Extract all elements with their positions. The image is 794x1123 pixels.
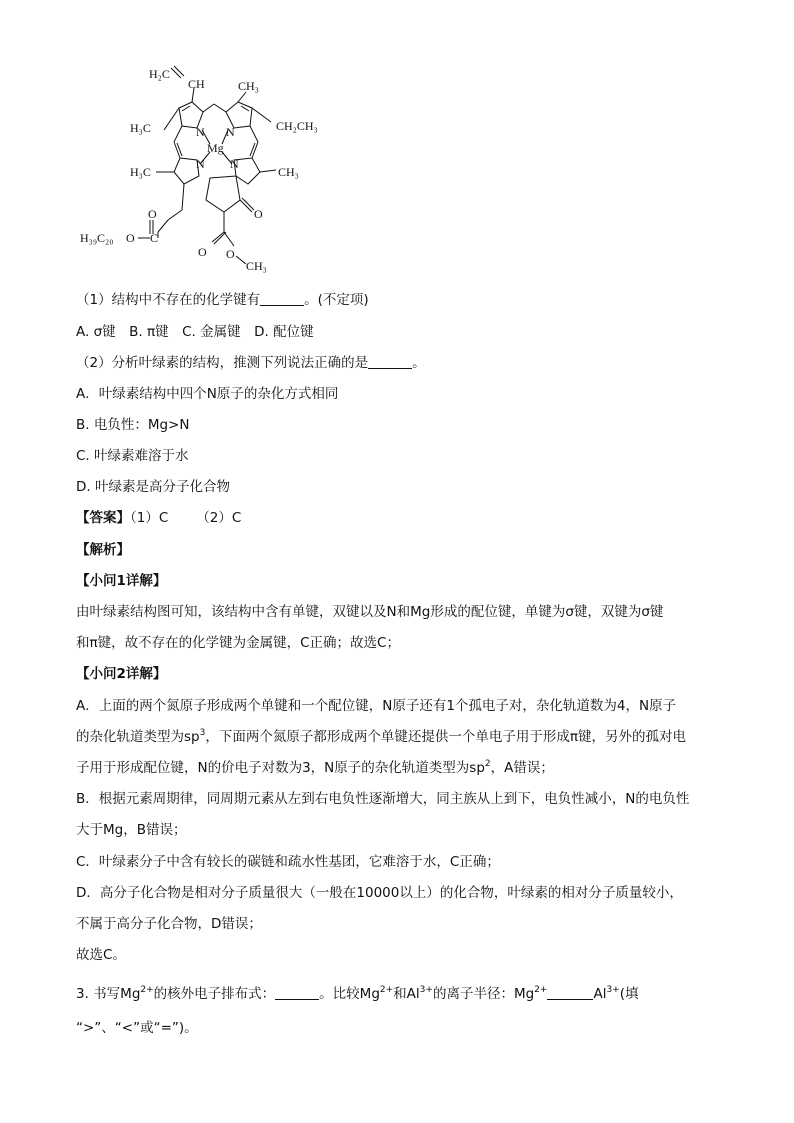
q2-stem: [76, 353, 426, 373]
sp3-superscript: 3: [199, 728, 206, 738]
atom-ketone-o: O: [254, 207, 263, 221]
sub2-b-line2: 大于Mg，B错误；: [76, 822, 187, 838]
q1-stem-tail: 。(不定项): [304, 292, 369, 308]
sub2-a-line2-pre: 的杂化轨道类型为sp: [76, 729, 200, 745]
q1-options: A. σ键 B. π键 C. 金属键 D. 配位键: [76, 324, 314, 340]
q3-sup4: 2+: [534, 985, 548, 995]
atom-h2c: H₂C: [149, 67, 170, 81]
q1-stem: [76, 290, 369, 310]
atom-ch: CH: [188, 77, 205, 91]
q3-sup5: 3+: [606, 985, 620, 995]
sub1-line1: 由叶绿素结构图可知，该结构中含有单键，双键以及N和Mg形成的配位键，单键为σ键，双键为σ键: [76, 604, 664, 620]
sub2-d-line1: D．高分子化合物是相对分子质量很大（一般在10000以上）的化合物，叶绿素的相对分子质量较小，: [76, 885, 683, 901]
q1-stem-text: （1）结构中不存在的化学键有: [76, 292, 261, 308]
q2-option-a: A．叶绿素结构中四个N原子的杂化方式相同: [76, 386, 339, 402]
sub2-a-line3-post: ，A错误；: [490, 760, 554, 776]
sub2-c-line: C．叶绿素分子中含有较长的碳链和疏水性基团，它难溶于水，C正确；: [76, 854, 500, 870]
answer-line: [76, 508, 241, 528]
sub1-title: 【小问1详解】: [76, 573, 167, 589]
atom-mg: Mg: [207, 141, 224, 155]
sub2-conclusion: 故选C。: [76, 947, 126, 963]
q3-pre: 3. 书写Mg: [76, 986, 141, 1002]
sub2-title: 【小问2详解】: [76, 666, 167, 682]
q3-compare-blank[interactable]: [547, 985, 593, 1000]
q3-sup3: 3+: [419, 985, 433, 995]
q3-config-blank[interactable]: [275, 985, 319, 1000]
atom-h3c-left: H₃C: [130, 121, 151, 135]
answer-2: （2）C: [196, 510, 242, 526]
atom-ester-o1: O: [148, 207, 157, 221]
q3-line2: “>”、“<”或“=”)。: [76, 1020, 198, 1036]
sub2-a-line3: [76, 758, 554, 778]
q1-answer-blank[interactable]: [260, 291, 304, 306]
q3-line1: [76, 984, 639, 1004]
answer-1: （1）C: [130, 510, 169, 526]
atom-n-top-left: N: [196, 125, 205, 139]
sub2-a-line1: A．上面的两个氮原子形成两个单键和一个配位键，N原子还有1个孤电子对，杂化轨道数为4，N原子: [76, 698, 677, 714]
sub2-a-line3-pre: 子用于形成配位键，N的价电子对数为3，N原子的杂化轨道类型为sp: [76, 760, 485, 776]
atom-n-bottom-left: N: [196, 157, 205, 171]
chlorophyll-structure: [76, 60, 346, 280]
q3-tail: (填: [619, 986, 639, 1002]
atom-n-bottom-right: N: [230, 157, 239, 171]
analysis-label: 【解析】: [76, 542, 130, 558]
q2-option-c: C. 叶绿素难溶于水: [76, 448, 189, 464]
sub2-d-line2: 不属于高分子化合物，D错误；: [76, 916, 262, 932]
q3-mid2: 。比较Mg: [319, 986, 380, 1002]
q3-sup1: 2+: [140, 985, 154, 995]
q3-mid1: 的核外电子排布式：: [153, 986, 276, 1002]
q2-stem-text: （2）分析叶绿素的结构，推测下列说法正确的是: [76, 355, 369, 371]
atom-methyl-o2: O: [226, 247, 235, 261]
atom-methyl-o1: O: [198, 245, 207, 259]
atom-phytyl: H₃₉C₂₀: [80, 231, 114, 245]
q2-answer-blank[interactable]: [368, 354, 412, 369]
atom-methyl-ch3: CH₃: [246, 259, 267, 273]
sp2-superscript: 2: [484, 759, 491, 769]
q2-stem-tail: 。: [412, 355, 426, 371]
answer-label: 【答案】: [76, 510, 130, 526]
q3-al: Al: [593, 986, 607, 1002]
q3-mid3: 和Al: [393, 986, 420, 1002]
q2-option-d: D. 叶绿素是高分子化合物: [76, 479, 230, 495]
atom-ch2ch3: CH₂CH₃: [276, 119, 318, 133]
atom-ch3-top: CH₃: [238, 79, 259, 93]
atom-h3c-mid: H₃C: [130, 165, 151, 179]
atom-ester-c: C: [150, 231, 159, 245]
sub2-a-line2: [76, 727, 686, 747]
atom-ester-o2: O: [126, 231, 135, 245]
sub2-b-line1: B．根据元素周期律，同周期元素从左到右电负性逐渐增大，同主族从上到下，电负性减小，N的电负性: [76, 791, 690, 807]
atom-n-top-right: N: [226, 125, 235, 139]
atom-ch3-right: CH₃: [278, 165, 299, 179]
sub2-a-line2-post: ，下面两个氮原子都形成两个单键还提供一个单电子用于形成π键，另外的孤对电: [205, 729, 686, 745]
sub1-line2: 和π键，故不存在的化学键为金属键，C正确；故选C；: [76, 635, 400, 651]
q3-mid4: 的离子半径：Mg: [432, 986, 535, 1002]
q2-option-b: B. 电负性：Mg>N: [76, 417, 190, 433]
q3-sup2: 2+: [379, 985, 394, 995]
